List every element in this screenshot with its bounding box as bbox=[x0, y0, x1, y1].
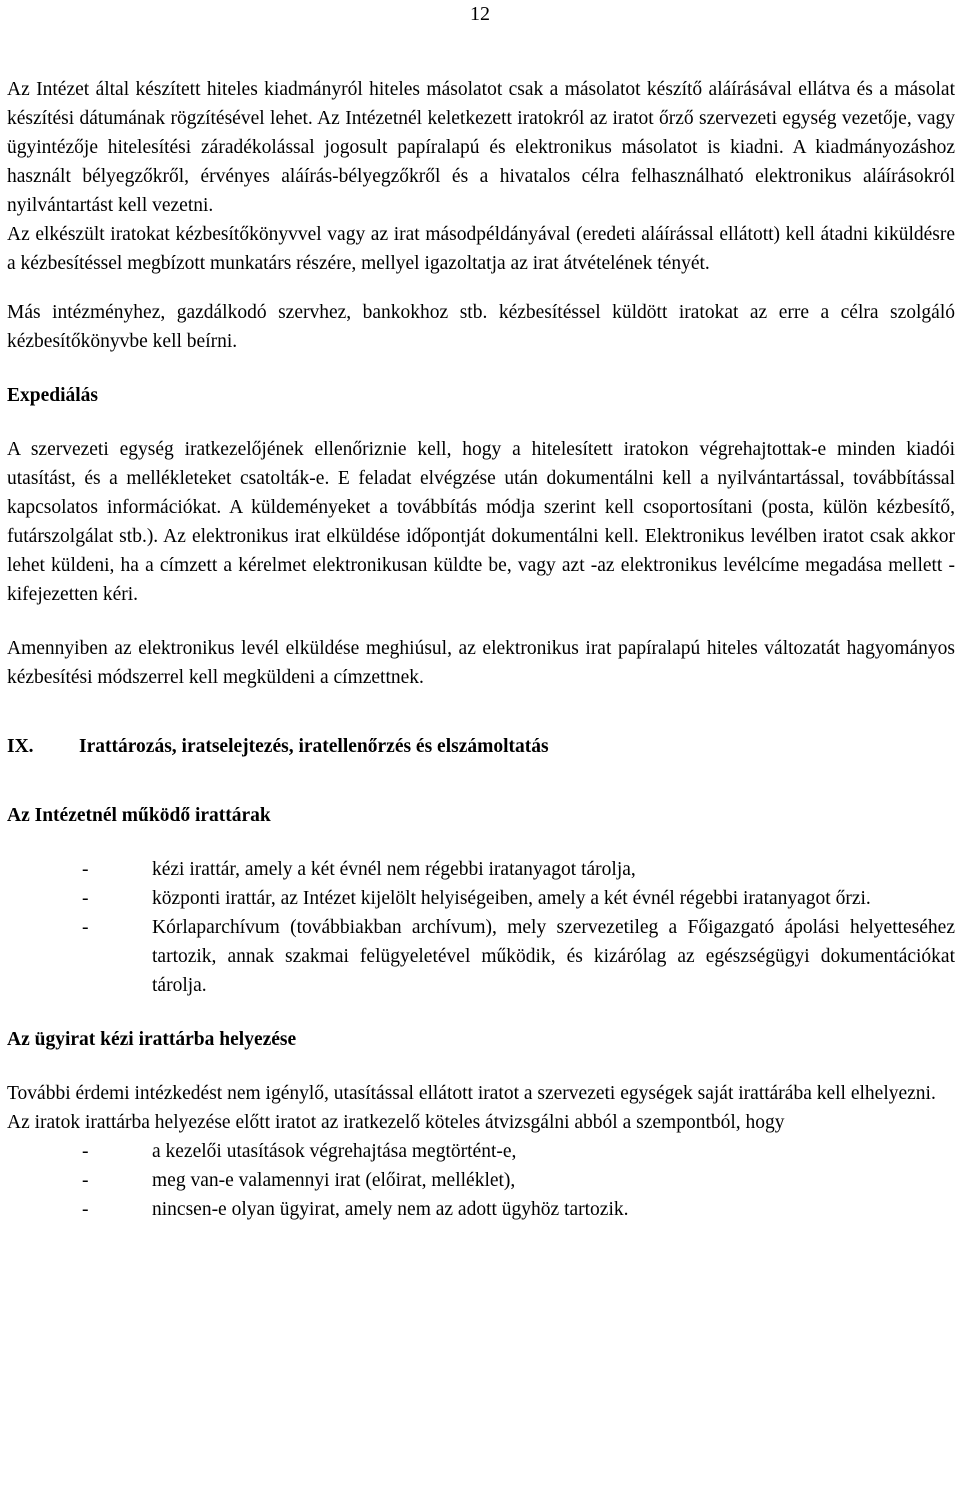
paragraph-atvizsgalas: Az iratok irattárba helyezése előtt iratot az iratkezelő köteles átvizsgálni abból a szempontból, hogy bbox=[7, 1112, 785, 1133]
paragraph-tovabbi-intezkedes: További érdemi intézkedést nem igénylő, utasítással ellátott iratot a szervezeti egységek saját irattárába kell elhelyezni. bbox=[7, 1083, 936, 1104]
paragraph-elkuldes-meghiusul: Amennyiben az elektronikus levél elküldése meghiúsul, az elektronikus irat papíralapú hiteles változatát hagyományos kézbesítési módszerrel kell megküldeni a címzettnek. bbox=[7, 638, 955, 688]
chapter-title: Irattározás, iratselejtezés, iratellenőrzés és elszámoltatás bbox=[79, 736, 549, 757]
document-body bbox=[7, 75, 955, 1224]
list-item: - Kórlaparchívum (továbbiakban archívum), mely szervezetileg a Főigazgató ápolási helyetteséhez tartozik, annak szakmai felügyeletével működik, és kizárólag az egészségügyi dokumentációkat tárolja. bbox=[82, 917, 955, 996]
list-item: - központi irattár, az Intézet kijelölt helyiségeiben, amely a két évnél régebbi iratanyagot őrzi. bbox=[82, 888, 871, 909]
paragraph-kezbesitokonyv: Az elkészült iratokat kézbesítőkönyvvel vagy az irat másodpéldányával (eredeti aláírással ellátott) kell átadni kiküldésre a kézbesítéssel megbízott munkatárs részére, mellyel igazoltatja az irat átvételének tényét. bbox=[7, 224, 955, 274]
list-item: - a kezelői utasítások végrehajtása megtörtént-e, bbox=[82, 1141, 517, 1162]
list-item: - kézi irattár, amely a két évnél nem régebbi iratanyagot tárolja, bbox=[82, 859, 636, 880]
chapter-number: IX. bbox=[7, 736, 34, 757]
heading-expedialas: Expediálás bbox=[7, 385, 99, 406]
heading-kezi-irattar: Az ügyirat kézi irattárba helyezése bbox=[7, 1029, 297, 1050]
paragraph-hiteles-masolat: Az Intézet által készített hiteles kiadmányról hiteles másolatot csak a másolatot készítő aláírásával ellátva és a másolat készítési dátumának rögzítésével lehet. Az Intézetnél keletkezett iratokról az iratot őrző szervezeti egység vezetője, vagy ügyintézője hitelesítési záradékolással jogosult papíralapú és elektronikus másolatot is kiadni. A kiadmányozáshoz használt bélyegzőkről, érvényes aláírás-bélyegzőkről és a hivatalos célra felhasználható elektronikus aláírásokról nyilvántartást kell vezetni. bbox=[7, 79, 955, 216]
check-list bbox=[7, 1137, 955, 1224]
list-item: - nincsen-e olyan ügyirat, amely nem az adott ügyhöz tartozik. bbox=[82, 1199, 629, 1220]
page-number: 12 bbox=[470, 3, 490, 25]
chapter-heading bbox=[7, 732, 955, 761]
irattarak-list bbox=[7, 855, 955, 1000]
paragraph-expedialas: A szervezeti egység iratkezelőjének ellenőriznie kell, hogy a hitelesített iratokon végrehajtottak-e minden kiadói utasítást, és a mellékleteket csatolták-e. E feladat elvégzése után dokumentálni kell a nyilvántartással, továbbítással kapcsolatos információkat. A küldeményeket a továbbítás módja szerint kell csoportosítani (posta, külön kézbesítő, futárszolgálat stb.). Az elektronikus irat elküldése időpontját dokumentálni kell. Elektronikus levélben iratot csak akkor lehet küldeni, ha a címzett a kérelmet elektronikusan küldte be, vagy azt -az elektronikus levélcíme megadása mellett -kifejezetten kéri. bbox=[7, 439, 955, 605]
heading-irattarak: Az Intézetnél működő irattárak bbox=[7, 805, 271, 826]
paragraph-mas-intezmeny: Más intézményhez, gazdálkodó szervhez, bankokhoz stb. kézbesítéssel küldött iratokat az erre a célra szolgáló kézbesítőkönyvbe kell beírni. bbox=[7, 302, 955, 352]
list-item: - meg van-e valamennyi irat (előirat, melléklet), bbox=[82, 1170, 516, 1191]
